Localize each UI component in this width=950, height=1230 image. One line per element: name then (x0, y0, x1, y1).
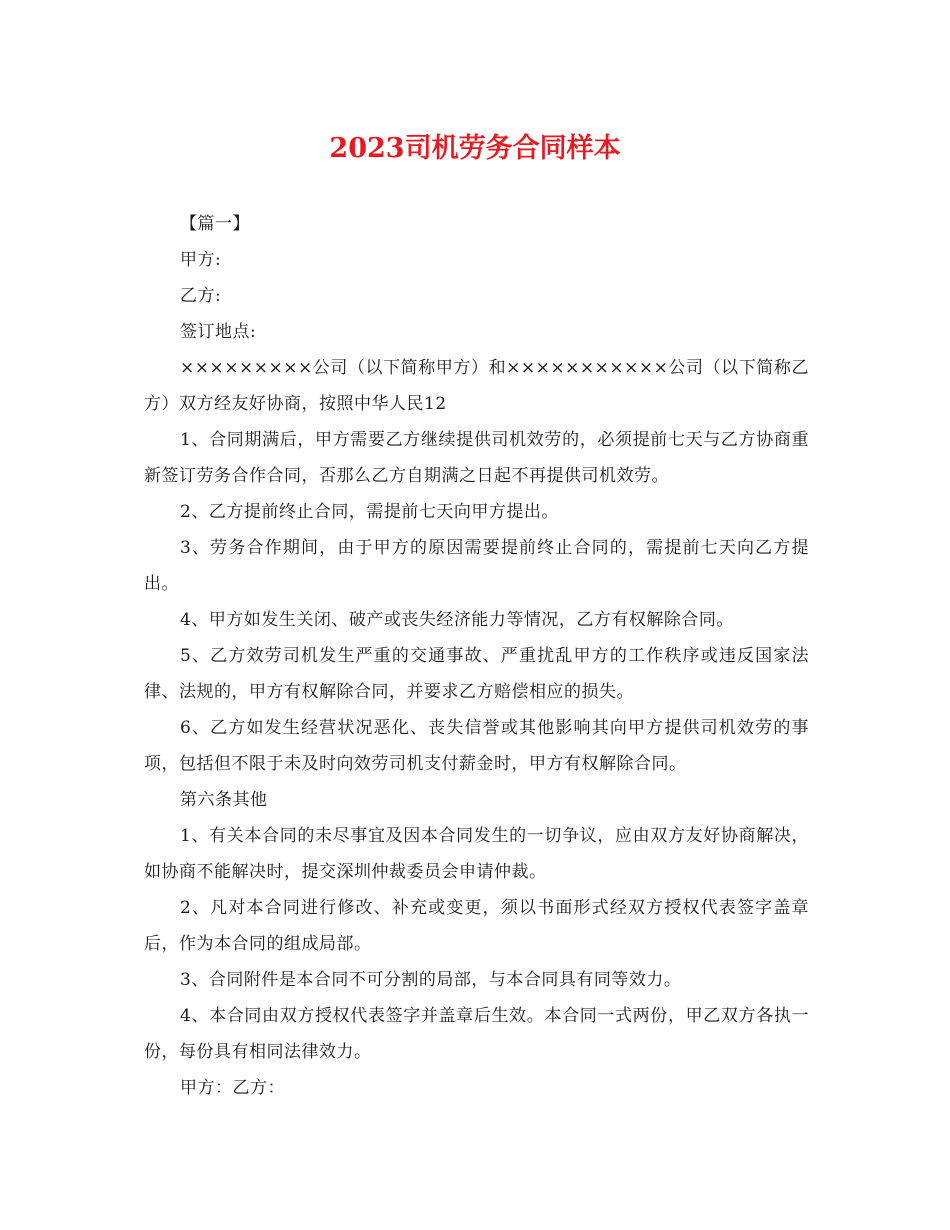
section-heading: 【篇一】 (180, 214, 250, 234)
clause-paragraph: 5、乙方效劳司机发生严重的交通事故、严重扰乱甲方的工作秩序或违反国家法律、法规的，甲方有权解除合同，并要求乙方赔偿相应的损失。 (144, 646, 809, 702)
document-title: 2023司机劳务合同样本 (329, 133, 621, 164)
clause-paragraph: 4、甲方如发生关闭、破产或丧失经济能力等情况，乙方有权解除合同。 (180, 610, 734, 630)
clause-paragraph: 2、乙方提前终止合同，需提前七天向甲方提出。 (180, 502, 559, 522)
party-a-label: 甲方: (180, 250, 222, 270)
clause-paragraph: 6、乙方如发生经营状况恶化、丧失信誉或其他影响其向甲方提供司机效劳的事项，包括但不限于未及时向效劳司机支付薪金时，甲方有权解除合同。 (144, 718, 809, 774)
clause-paragraph: 1、合同期满后，甲方需要乙方继续提供司机效劳的，必须提前七天与乙方协商重新签订劳务合作合同，否那么乙方自期满之日起不再提供司机效劳。 (144, 430, 809, 486)
article-heading: 第六条其他 (180, 790, 268, 810)
clause-paragraph: 3、劳务合作期间，由于甲方的原因需要提前终止合同的，需提前七天向乙方提出。 (144, 538, 809, 594)
party-b-label: 乙方: (180, 286, 222, 306)
clause-paragraph: 2、凡对本合同进行修改、补充或变更，须以书面形式经双方授权代表签字盖章后，作为本合同的组成局部。 (144, 898, 809, 954)
clause-paragraph: 3、合同附件是本合同不可分割的局部，与本合同具有同等效力。 (180, 970, 682, 990)
clause-paragraph: 1、有关本合同的未尽事宜及因本合同发生的一切争议，应由双方友好协商解决，如协商不能解决时，提交深圳仲裁委员会申请仲裁。 (144, 826, 809, 882)
document-body (144, 206, 809, 1106)
clause-paragraph: 4、本合同由双方授权代表签字并盖章后生效。本合同一式两份，甲乙双方各执一份，每份具有相同法律效力。 (144, 1006, 809, 1062)
signing-location-label: 签订地点: (180, 322, 257, 342)
preamble-paragraph: ×××××××××公司（以下简称甲方）和×××××××××××公司（以下简称乙方）双方经友好协商，按照中华人民12 (144, 358, 809, 414)
signature-line: 甲方：乙方： (180, 1078, 285, 1098)
